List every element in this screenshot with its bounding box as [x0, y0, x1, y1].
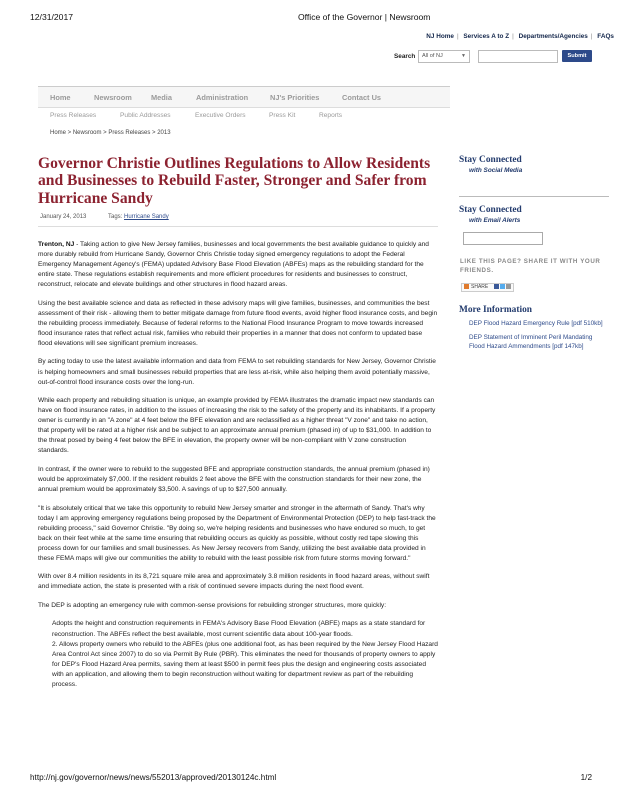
- list-item: Adopts the height and construction requirements in FEMA's Advisory Base Flood Elevation (ABFE) maps as a state standard for reconstruction. The ABFEs reflect the best available, most current scientific data about 100-year floods.: [52, 620, 426, 638]
- faqs-link[interactable]: FAQs: [597, 33, 614, 40]
- email-icon: [506, 284, 511, 289]
- nav-administration[interactable]: Administration: [196, 93, 249, 102]
- divider: [459, 196, 609, 197]
- divider: [38, 226, 438, 227]
- nav-media[interactable]: Media: [151, 93, 172, 102]
- paragraph: In contrast, if the owner were to rebuild to the suggested BFE and appropriate construction standards, the annual premium (phased in) would be approximately $7,000. If the resident rebuilds 2 feet above the BFE with the construction standards for their new zone, the annual premium would be approximately $3,500. A savings of up to $27,500 annually.: [38, 465, 430, 493]
- paragraph-text: - Taking action to give New Jersey families, businesses and local governments the best available guidance to quickly and more durably rebuild from Hurricane Sandy, Governor Chris Christie today signed emergency regulations to adopt the Federal Emergency Management Agency's (FEMA) updated Advisory Base Flood Elevation (ABFEs) maps as the rebuilding standard for the entire state. These regulations establish requirements and more efficient procedures for residents and businesses to construct, reconstruct, relocate and elevate buildings and other structures in flood hazard areas.: [38, 241, 429, 289]
- print-footer: [30, 773, 600, 785]
- page-number: 1/2: [580, 773, 592, 782]
- stay-connected-social-heading: Stay Connected: [459, 155, 522, 165]
- search-scope-select[interactable]: [418, 50, 470, 63]
- subnav-public-addresses[interactable]: Public Addresses: [120, 112, 171, 119]
- page-title: Governor Christie Outlines Regulations to Allow Residents and Businesses to Rebuild Faster, Stronger and Safer from Hurricane Sandy: [38, 155, 431, 207]
- print-header: [30, 12, 600, 24]
- facebook-icon: [494, 284, 499, 289]
- print-date: 12/31/2017: [30, 12, 74, 22]
- nav-priorities[interactable]: NJ's Priorities: [270, 93, 320, 102]
- paragraph: While each property and rebuilding situation is unique, an example provided by FEMA illustrates the dramatic impact new standards can have on flood insurance rates, in addition to the issues of increasing the risk to the safety of the property and its inhabitants. If a property owner is currently in an "A zone" at 4 feet below the BFE elevation and are reclassified as a higher threat "V zone" and take no action, that property will be rated at a higher risk and be subject to an approximate annual premium (phased in) of up to $31,000. In addition to the threat posed by being 4 feet below the BFE in elevation, the property owner will be non-compliant with V zone construction standards.: [38, 397, 436, 455]
- share-icon: [464, 284, 469, 289]
- nav-contact[interactable]: Contact Us: [342, 93, 382, 102]
- paragraph: Using the best available science and data as reflected in these advisory maps will give families, businesses, and communities the best assessment of their risk - allowing them to better mitigate damage from future flood events, avoid higher flood insurance costs, and begin the rebuilding process immediately. Because of federal reforms to the National Flood Insurance Program to move towards increased flood insurance rates that reflect actual risk, families who rebuild their properties in a manner that does not conform to updated base flood elevations will see significant premium increases.: [38, 299, 438, 347]
- more-information-heading: More Information: [459, 305, 532, 315]
- share-label: SHARE: [471, 284, 489, 290]
- search-scope-value: All of NJ: [422, 53, 443, 59]
- services-link[interactable]: Services A to Z: [463, 33, 510, 40]
- paragraph: With over 8.4 million residents in its 8,721 square mile area and approximately 3.8 million residents in flood hazard areas, without swift and immediate action, the state is presented with a risk of continued severe impacts during the next flood event.: [38, 573, 430, 591]
- page-url: http://nj.gov/governor/news/news/552013/approved/20130124c.html: [30, 773, 277, 782]
- article-tags: [108, 214, 169, 220]
- dateline: Trenton, NJ: [38, 241, 75, 248]
- chevron-down-icon: ▼: [461, 53, 466, 59]
- utility-nav: NJ Home | Services A to Z | Departments/Agencies | FAQs: [426, 33, 614, 40]
- search-label: Search: [394, 53, 416, 60]
- share-button[interactable]: [461, 283, 514, 292]
- sub-nav: [38, 112, 450, 124]
- dep-statement-link[interactable]: DEP Statement of Imminent Peril Mandating Flood Hazard Ammendments [pdf 147kb]: [469, 334, 593, 350]
- search-submit-button[interactable]: Submit: [562, 50, 592, 62]
- sidebar: [459, 155, 609, 351]
- share-prompt: LIKE THIS PAGE? SHARE IT WITH YOUR FRIENDS.: [460, 258, 601, 274]
- subnav-executive-orders[interactable]: Executive Orders: [195, 112, 246, 119]
- search-input[interactable]: [478, 50, 558, 63]
- nj-home-link[interactable]: NJ Home: [426, 33, 454, 40]
- social-media-link[interactable]: with Social Media: [469, 167, 523, 174]
- subnav-reports[interactable]: Reports: [319, 112, 343, 119]
- article-body: [38, 240, 438, 690]
- nav-newsroom[interactable]: Newsroom: [94, 93, 132, 102]
- search-bar: [390, 50, 618, 64]
- paragraph: The DEP is adopting an emergency rule with common-sense provisions for rebuilding stronger structures, more quickly:: [38, 601, 387, 609]
- paragraph: "It is absolutely critical that we take this opportunity to rebuild New Jersey smarter and stronger in the aftermath of Sandy. That's why today I am approving emergency regulations being proposed by the Department of Environmental Protection (DEP) to help fast-track the rebuilding process," said Governor Christie. "By doing so, we're helping residents and businesses who have endured so much, to get back on their feet while at the same time ensuring that rebuilding occurs as quickly as possible, without costly red tape slowing this process down for our families and small businesses. As New Jersey recovers from Sandy, utilizing the best available data provided in these FEMA maps will give our communities the ability to rebuild with the least possible risk from future storms moving forward.": [38, 504, 436, 562]
- paragraph: By acting today to use the latest available information and data from FEMA to set rebuilding standards for New Jersey, Governor Christie is helping homeowners and small businesses rebuild properties that are less at-risk, while also helping them avoid potentially massive, out-of-control flood insurance costs over the long-run.: [38, 358, 436, 386]
- main-nav: [38, 86, 450, 108]
- nav-home[interactable]: Home: [50, 93, 71, 102]
- email-input[interactable]: [463, 232, 543, 245]
- departments-link[interactable]: Departments/Agencies: [518, 33, 588, 40]
- list-item: 2. Allows property owners who rebuild to the ABFEs (plus one additional foot, as has been required by the New Jersey Flood Hazard Area Control Act since 2007) to do so via Permit By Rule (PBR). This eliminates the need for thousands of property owners to apply for DEP's Flood Hazard Area permits, saving them at least $500 in permit fees plus the design and engineering costs associated with an application, and allowing them to begin reconstruction without waiting for department review as part of the rebuilding process.: [52, 640, 438, 688]
- tags-label: Tags:: [108, 214, 123, 220]
- subnav-press-kit[interactable]: Press Kit: [269, 112, 296, 119]
- article-meta: [40, 214, 438, 226]
- dep-emergency-rule-link[interactable]: DEP Flood Hazard Emergency Rule [pdf 510kb]: [469, 320, 603, 327]
- paragraph: [38, 240, 438, 290]
- email-alerts-link[interactable]: with Email Alerts: [469, 217, 521, 224]
- breadcrumb[interactable]: Home > Newsroom > Press Releases > 2013: [50, 130, 171, 136]
- subnav-press-releases[interactable]: Press Releases: [50, 112, 97, 119]
- twitter-icon: [500, 284, 505, 289]
- stay-connected-email-heading: Stay Connected: [459, 205, 522, 215]
- print-title: Office of the Governor | Newsroom: [298, 12, 431, 22]
- article-date: January 24, 2013: [40, 214, 87, 220]
- tag-link[interactable]: Hurricane Sandy: [124, 214, 169, 220]
